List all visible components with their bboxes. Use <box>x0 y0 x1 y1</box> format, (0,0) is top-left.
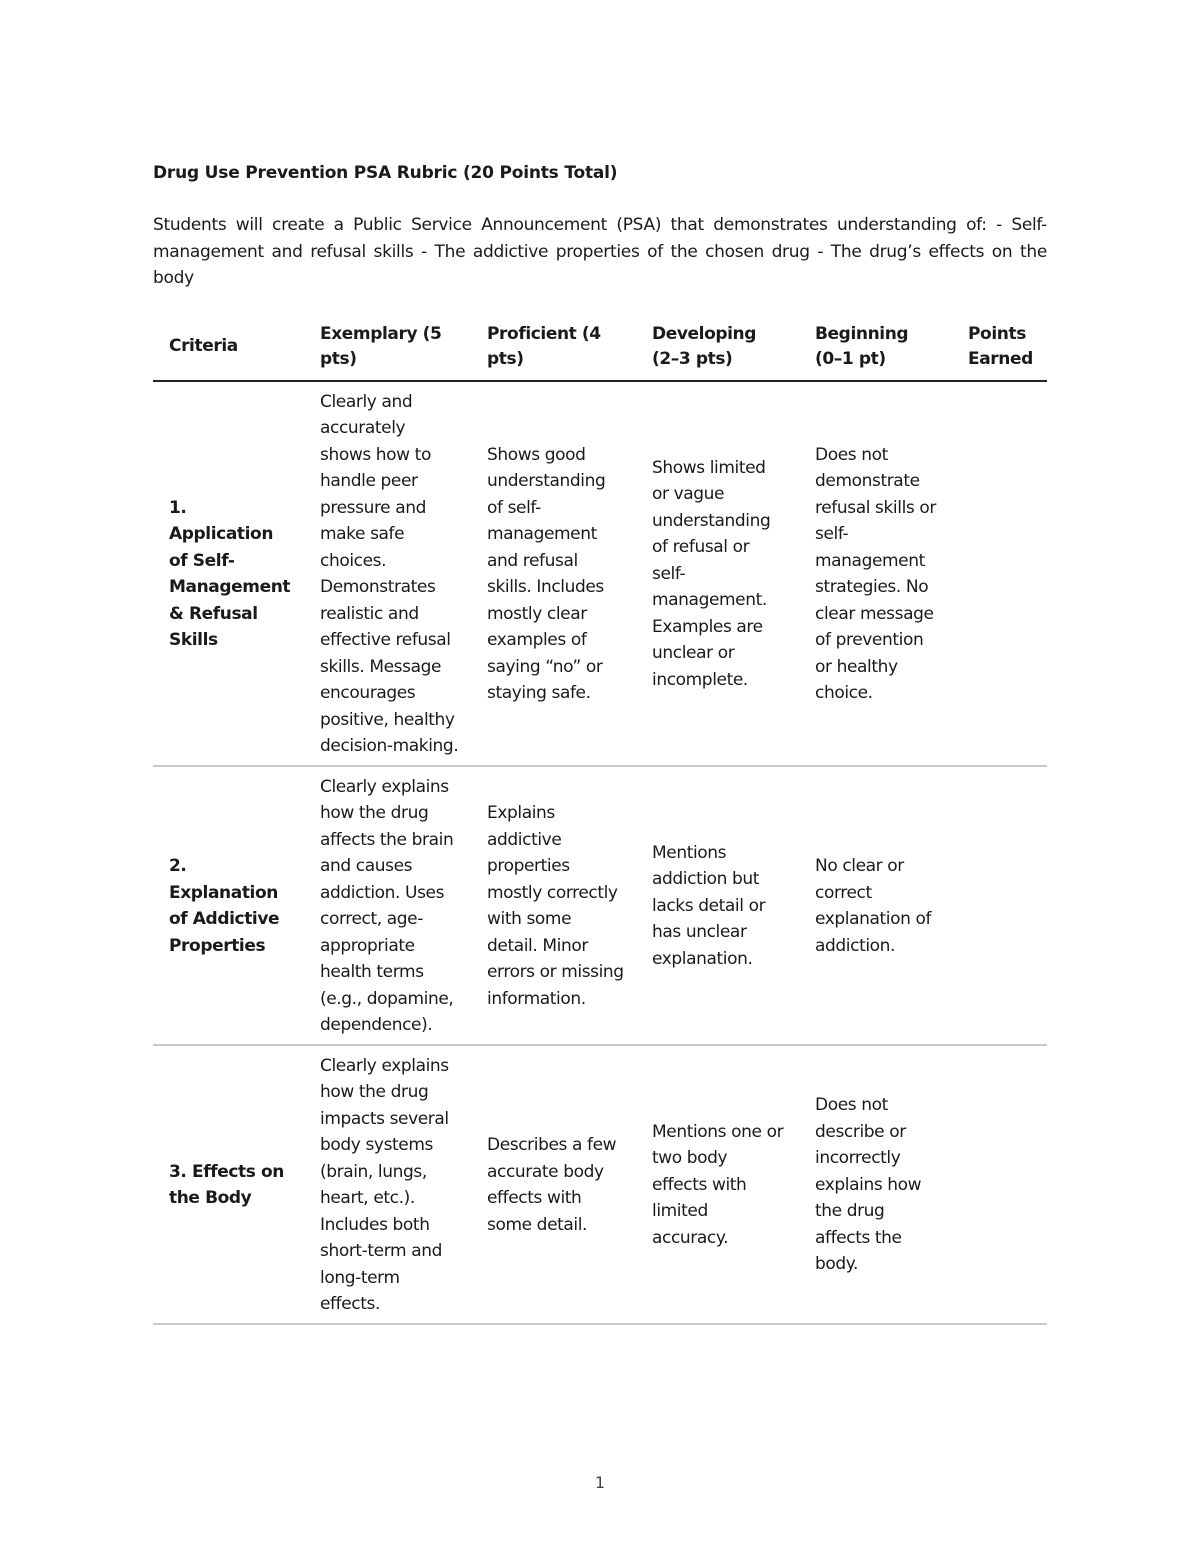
exemplary-cell: Clearly explains how the drug impacts several body systems (brain, lungs, heart, etc.). Includes both short-term and long-term effects. <box>304 1045 471 1324</box>
page-number: 1 <box>594 1473 606 1492</box>
criteria-cell: 2. Explanation of Addictive Properties <box>153 766 304 1045</box>
criteria-cell: 3. Effects on the Body <box>153 1045 304 1324</box>
header-points-earned: Points Earned <box>952 322 1047 381</box>
exemplary-cell: Clearly and accurately shows how to handle peer pressure and make safe choices. Demonstrates realistic and effective refusal skills. Message encourages positive, healthy decision-making. <box>304 381 471 766</box>
developing-cell: Mentions one or two body effects with limited accuracy. <box>636 1045 799 1324</box>
table-row <box>153 1045 1047 1324</box>
proficient-cell: Describes a few accurate body effects with some detail. <box>471 1045 636 1324</box>
proficient-cell: Shows good understanding of self-management and refusal skills. Includes mostly clear examples of saying “no” or staying safe. <box>471 381 636 766</box>
header-exemplary: Exemplary (5 pts) <box>304 322 471 381</box>
table-row <box>153 766 1047 1045</box>
header-beginning: Beginning (0–1 pt) <box>799 322 952 381</box>
proficient-cell: Explains addictive properties mostly correctly with some detail. Minor errors or missing information. <box>471 766 636 1045</box>
table-header-row <box>153 322 1047 381</box>
intro-paragraph: Students will create a Public Service Announcement (PSA) that demonstrates understanding of: - Self-management and refusal skills - The addictive properties of the chosen drug - The drug’s effects on the body <box>153 215 1047 288</box>
criteria-cell: 1. Application of Self-Management & Refusal Skills <box>153 381 304 766</box>
beginning-cell: No clear or correct explanation of addiction. <box>799 766 952 1045</box>
document-page <box>153 160 1047 1325</box>
header-proficient: Proficient (4 pts) <box>471 322 636 381</box>
points-earned-cell <box>952 381 1047 766</box>
developing-cell: Mentions addiction but lacks detail or has unclear explanation. <box>636 766 799 1045</box>
header-developing: Developing (2–3 pts) <box>636 322 799 381</box>
beginning-cell: Does not demonstrate refusal skills or self-management strategies. No clear message of prevention or healthy choice. <box>799 381 952 766</box>
document-title: Drug Use Prevention PSA Rubric (20 Points Total) <box>153 163 618 183</box>
points-earned-cell <box>952 1045 1047 1324</box>
header-criteria: Criteria <box>153 322 304 381</box>
points-earned-cell <box>952 766 1047 1045</box>
table-row <box>153 381 1047 766</box>
rubric-table <box>153 322 1047 1325</box>
beginning-cell: Does not describe or incorrectly explains how the drug affects the body. <box>799 1045 952 1324</box>
exemplary-cell: Clearly explains how the drug affects the brain and causes addiction. Uses correct, age-appropriate health terms (e.g., dopamine, dependence). <box>304 766 471 1045</box>
developing-cell: Shows limited or vague understanding of refusal or self-management. Examples are unclear or incomplete. <box>636 381 799 766</box>
